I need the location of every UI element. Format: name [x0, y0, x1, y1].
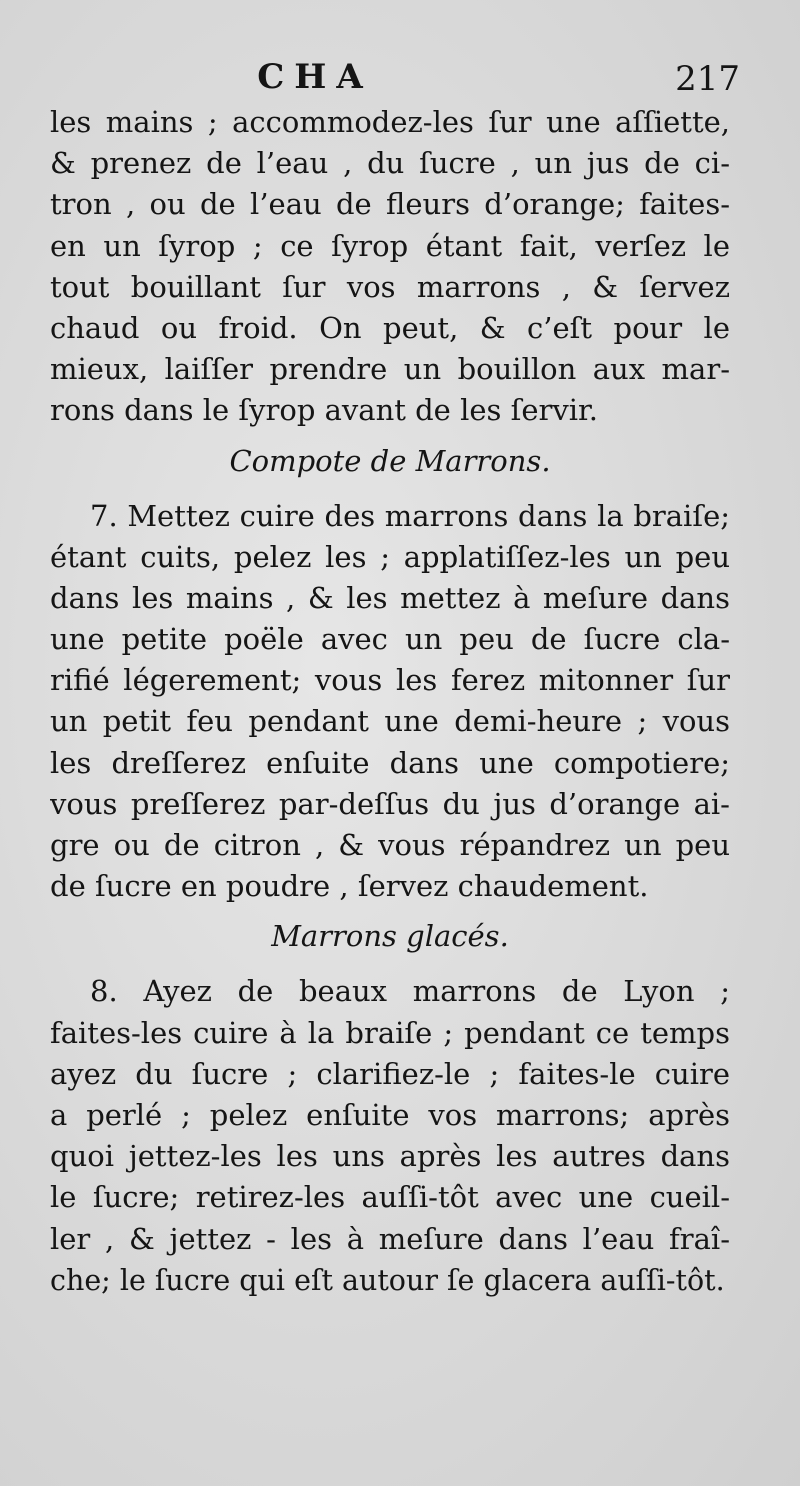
text-line: rifié légerement; vous les ferez mitonner ſur [50, 663, 730, 698]
text-line: faites-les cuire à la braiſe ; pendant ce temps [50, 1015, 730, 1050]
text-line: en un ſyrop ; ce ſyrop étant fait, verſez le [50, 228, 730, 263]
text-line: a perlé ; pelez enſuite vos marrons; après [50, 1097, 730, 1132]
running-title: CHA [257, 57, 373, 97]
text-line: rons dans le ſyrop avant de les ſervir. [50, 393, 598, 428]
text-line: une petite poële avec un peu de ſucre cla- [50, 622, 730, 657]
text-line: les mains ; accommodez-les ſur une aſſiette, [50, 105, 730, 139]
text-line: chaud ou froid. On peut, & c’eſt pour le [50, 310, 730, 345]
text-line: quoi jettez-les les uns après les autres dans [50, 1139, 730, 1174]
section-heading-glaces: Marrons glacés. [271, 919, 509, 954]
text-line: & prenez de l’eau , du ſucre , un jus de ci- [50, 146, 730, 181]
text-line: ayez du ſucre ; clarifiez-le ; faites-le cuire [50, 1056, 730, 1091]
paragraph-continuation [50, 102, 730, 432]
text-line: de ſucre en poudre , ſervez chaudement. [50, 869, 649, 904]
text-line: un petit feu pendant une demi-heure ; vous [50, 704, 730, 739]
text-line: gre ou de citron , & vous répandrez un peu [50, 828, 730, 862]
book-page [50, 0, 740, 1486]
paragraph-7 [50, 496, 730, 908]
text-line: tron , ou de l’eau de fleurs d’orange; faites- [50, 187, 730, 222]
text-line: les dreſſerez enſuite dans une compotiere; [50, 745, 730, 780]
text-line: dans les mains , & les mettez à meſure dans [50, 580, 730, 615]
text-line: vous preſſerez par-deſſus du jus d’orange ai- [50, 786, 730, 821]
text-line: ler , & jettez - les à meſure dans l’eau fraî- [50, 1221, 730, 1256]
text-line: 7. Mettez cuire des marrons dans la braiſe; [90, 498, 730, 533]
page-number: 217 [675, 59, 740, 99]
section-heading-compote: Compote de Marrons. [229, 443, 551, 478]
paragraph-8 [50, 971, 730, 1301]
body-text [50, 102, 730, 1301]
text-line: che; le ſucre qui eſt autour ſe glacera auſſi-tôt. [50, 1263, 725, 1297]
text-line: mieux, laiſſer prendre un bouillon aux mar- [50, 352, 730, 387]
text-line: tout bouillant ſur vos marrons , & ſervez [50, 269, 730, 304]
running-header [50, 52, 740, 102]
text-line: étant cuits, pelez les ; applatiſſez-les un peu [50, 539, 730, 574]
text-line: 8. Ayez de beaux marrons de Lyon ; [90, 974, 730, 1009]
text-line: le ſucre; retirez-les auſſi-tôt avec une cueil- [50, 1180, 730, 1215]
